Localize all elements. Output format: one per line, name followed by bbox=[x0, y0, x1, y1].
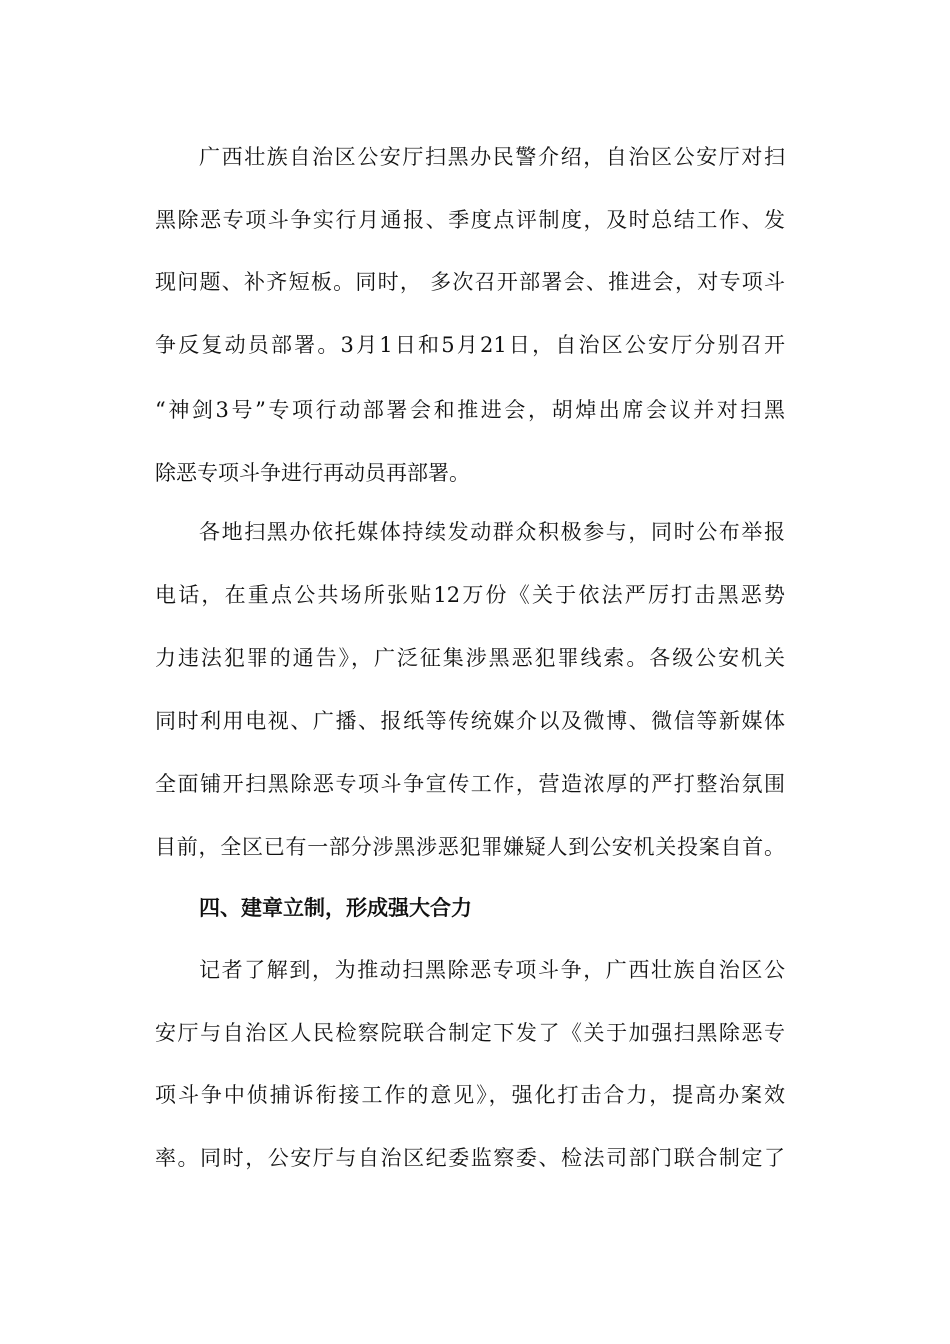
paragraph-3-line-1: 记者了解到，为推动扫黑除恶专项斗争，广西壮族自治区公 bbox=[199, 958, 785, 982]
paragraph-2-line-3: 力违法犯罪的通告》，广泛征集涉黑恶犯罪线索。各级公安机关 bbox=[155, 646, 785, 670]
paragraph-2-line-1: 各地扫黑办依托媒体持续发动群众积极参与，同时公布举报 bbox=[199, 520, 785, 544]
paragraph-3-line-3: 项斗争中侦捕诉衔接工作的意见》，强化打击合力，提高办案效 bbox=[155, 1083, 785, 1107]
paragraph-1-line-5: “神剑3号”专项行动部署会和推进会，胡焯出席会议并对扫黑 bbox=[155, 398, 785, 422]
paragraph-1-line-1: 广西壮族自治区公安厅扫黑办民警介绍，自治区公安厅对扫 bbox=[199, 145, 785, 169]
paragraph-1-line-3: 现问题、补齐短板。同时， 多次召开部署会、推进会，对专项斗 bbox=[155, 270, 785, 294]
paragraph-1-line-6: 除恶专项斗争进行再动员再部署。 bbox=[155, 461, 470, 485]
paragraph-3-line-2: 安厅与自治区人民检察院联合制定下发了《关于加强扫黑除恶专 bbox=[155, 1021, 785, 1045]
paragraph-2-line-4: 同时利用电视、广播、报纸等传统媒介以及微博、微信等新媒体 bbox=[155, 709, 785, 733]
paragraph-2-line-5: 全面铺开扫黑除恶专项斗争宣传工作，营造浓厚的严打整治氛围 bbox=[155, 772, 785, 796]
paragraph-1-line-2: 黑除恶专项斗争实行月通报、季度点评制度，及时总结工作、发 bbox=[155, 208, 785, 232]
section-heading: 四、建章立制，形成强大合力 bbox=[199, 896, 472, 920]
paragraph-2-line-6: 目前，全区已有一部分涉黑涉恶犯罪嫌疑人到公安机关投案自首。 bbox=[155, 835, 785, 859]
paragraph-2-line-2: 电话，在重点公共场所张贴12万份《关于依法严厉打击黑恶势 bbox=[155, 583, 785, 607]
paragraph-1-line-4: 争反复动员部署。3月1日和5月21日，自治区公安厅分别召开 bbox=[155, 333, 785, 357]
paragraph-3-line-4: 率。同时，公安厅与自治区纪委监察委、检法司部门联合制定了 bbox=[155, 1146, 785, 1170]
